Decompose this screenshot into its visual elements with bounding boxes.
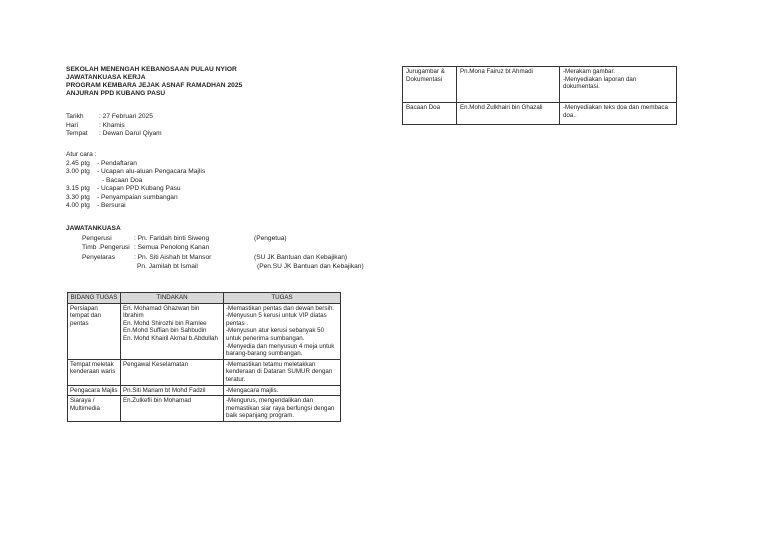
committee-list [82,235,364,271]
committee-note: (Pen.SU JK Bantuan dan Kebajikan) [257,262,364,270]
cell-tugas [224,303,341,359]
agenda-text: - Bacaan Doa [102,176,143,184]
column-header-bidang: BIDANG TUGAS [68,293,121,304]
task-line: -Memastikan tetamu meletakkan kenderaan di Dataran SUMUR dengan teratur. [226,360,333,383]
info-value: : Dewan Darul Qiyam [99,130,162,137]
task-line: -Mengurus, mengendalikan dan memastikan siar raya berfungsi dengan baik sepanjang program. [226,397,335,420]
cell-tindakan [121,385,224,396]
event-info [66,113,162,139]
committee-role: Timb .Pengerusi [82,243,130,251]
person-name: En.Zulkefli bin Mohamad [123,397,192,405]
committee-note: (Pengetua) [254,235,287,242]
committee-name: : Semua Penolong Kanan [134,243,210,251]
duty-table [67,292,341,422]
agenda-item [66,185,205,194]
task-line: -Merakam gambar. [563,68,615,75]
info-key: Tempat [66,130,88,137]
agenda-time: 4.00 ptg [66,202,90,209]
task-line: -Menyusun atur kerusi sebanyak 50 untuk penerima sumbangan. [226,327,325,342]
table-row [68,303,341,359]
agenda-section [66,151,205,211]
cell-bidang: Pengacara Majlis [68,385,121,396]
person-name: Pn.Siti Mariam bt Mohd Fadzil [123,386,206,394]
committee-heading: JAWATANKUASA [66,225,121,232]
cell-tindakan: Pn.Mona Fairuz bt Ahmadi [457,67,560,103]
agenda-time: 2.45 ptg [66,159,90,167]
cell-tindakan: En.Mohd Zulkhairi bin Ghazali [457,103,560,125]
info-key: Hari [66,121,79,129]
cell-tugas [560,103,677,125]
task-line: -Menyusun 5 kerusi untuk VIP diatas pentas . [226,312,327,327]
agenda-text: - Ucapan alu-aluan Pengacara Majlis [97,168,206,175]
info-row-date [66,113,162,122]
task-line: -Menyediakan laporan dan dokumentasi. [563,75,637,91]
person-name: En.Mohd Suffian bin Sahbudin [123,327,207,335]
column-header-tindakan: TINDAKAN [121,293,224,304]
cell-tugas [224,385,341,396]
committee-row [82,254,364,263]
cell-tugas [224,359,341,385]
agenda-text: - Penyampaian sumbangan [97,193,178,201]
agenda-item [66,202,205,211]
table-row [68,359,341,385]
agenda-time: 3.30 ptg [66,193,90,201]
agenda-time [66,177,97,186]
person-name: Pengawal Keselamatan [123,360,189,368]
agenda-item [66,194,205,203]
committee-note: (SU JK Bantuan dan Kebajikan) [254,254,348,261]
agenda-text: - Bersurai [97,202,126,209]
committee-row [82,263,364,272]
committee-role: Pengerusi [82,235,112,242]
school-name: SEKOLAH MENENGAH KEBANGSAAN PULAU NYIOR [66,66,237,73]
program-title: PROGRAM KEMBARA JEJAK ASNAF RAMADHAN 2025 [66,82,243,89]
task-line: -Menyedia dan menyusun 4 meja untuk barang-barang sumbangan. [226,342,335,358]
cell-tugas [560,67,677,103]
cell-tindakan [121,303,224,359]
agenda-item [66,160,205,169]
column-header-tugas: TUGAS [224,293,341,304]
cell-bidang: Bacaan Doa [403,103,457,125]
cell-tugas [224,396,341,422]
committee-row [82,244,364,253]
committee-role [82,263,134,272]
person-name: En. Mohamad Ghazwan bin Ibrahim [123,304,200,320]
document-header [66,66,242,98]
person-name: En. Mohd Khairil Akmal b.Abdullah [123,334,218,342]
cell-bidang: Jurugambar & Dokumentasi [403,67,457,103]
committee-name: : Pn. Siti Aishah bt Mansor [134,254,212,261]
table-row [403,67,677,103]
organizer-line: ANJURAN PPD KUBANG PASU [66,90,166,97]
table-row [68,396,341,422]
cell-bidang: Persiapan tempat dan pentas [68,303,121,359]
info-key: Tarikh [66,113,84,120]
duty-table-continued [402,66,677,125]
committee-title: JAWATANKUASA KERJA [66,74,146,81]
info-row-day [66,122,162,131]
person-name: En. Mohd Shirozhi bin Ramlee [123,319,207,327]
cell-bidang: Tempat meletak kenderaan waris [68,359,121,385]
committee-name: Pn. Jamilah bt Ismail [137,262,198,270]
committee-role: Penyelaras [82,254,115,261]
table-row [68,385,341,396]
task-line: -Menyediakan teks doa dan membaca doa.. [563,104,668,119]
info-value: : Khamis [99,121,125,129]
agenda-title: Atur cara : [66,151,97,158]
info-value: : 27 Februari 2025 [99,113,153,120]
agenda-item [66,177,205,186]
cell-tindakan [121,359,224,385]
committee-name: : Pn. Faridah binti Siweng [134,235,210,242]
task-line: -Mengacara majlis. [226,386,279,394]
agenda-text: - Pendaftaran [97,159,137,167]
table-header-row [68,293,341,304]
cell-bidang: Siaraya / Multimedia [68,396,121,422]
info-row-venue [66,130,162,139]
committee-row [82,235,364,244]
agenda-time: 3.15 ptg [66,185,90,192]
task-line: -Memastikan pentas dan dewan bersih. [226,304,334,312]
agenda-text: - Ucapan PPD Kubang Pasu [97,185,181,192]
agenda-time: 3.00 ptg [66,168,90,175]
table-row [403,103,677,125]
cell-tindakan [121,396,224,422]
agenda-item [66,168,205,177]
